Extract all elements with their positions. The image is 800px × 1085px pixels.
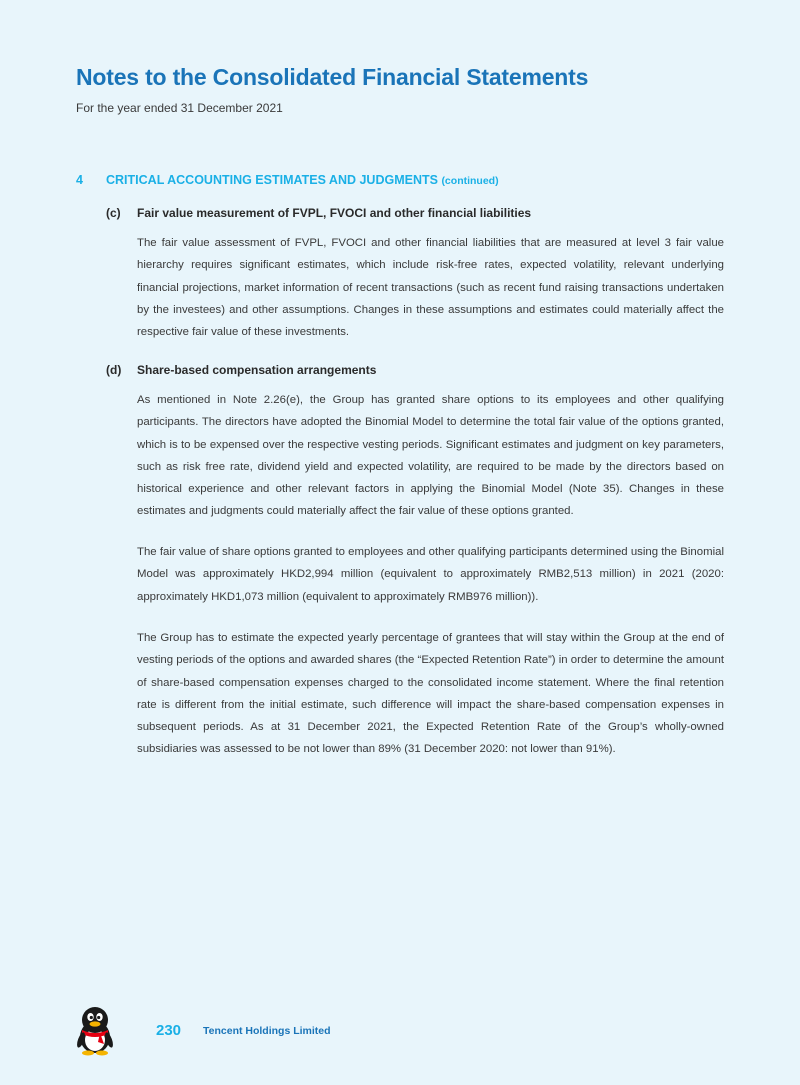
subsection-heading-c	[106, 206, 531, 220]
page-number: 230	[156, 1022, 182, 1039]
subsection-letter: (d)	[106, 363, 122, 377]
paragraph: As mentioned in Note 2.26(e), the Group has granted share options to its employees and other qualifying participants. The directors have adopted the Binomial Model to determine the total fair value of the options granted, which is to be expensed over the respective vesting periods. Significant estimates and judgment on key parameters, such as risk free rate, dividend yield and expected volatility, are required to be made by the directors based on historical experience and other relevant factors in applying the Binomial Model (Note 35). Changes in these estimates and judgments could materially affect the fair value of these options granted.	[137, 394, 724, 518]
section-continued-label: (continued)	[441, 175, 499, 187]
paragraph: The fair value assessment of FVPL, FVOCI and other financial liabilities that are measured at level 3 fair value hierarchy requires significant estimates, which include risk-free rates, expected volatility, relevant underlying financial projections, market information of recent transactions (such as recent fund raising transactions undertaken by the investees) and other assumptions. Changes in these assumptions and estimates could materially affect the respective fair value of these investments.	[137, 237, 724, 339]
qq-penguin-icon	[74, 1006, 116, 1061]
section-heading	[76, 173, 499, 187]
subsection-letter: (c)	[106, 206, 121, 220]
subsection-title: Fair value measurement of FVPL, FVOCI and other financial liabilities	[137, 206, 532, 220]
page-subtitle: For the year ended 31 December 2021	[76, 101, 283, 115]
subsection-heading-d	[106, 363, 376, 377]
paragraph: The Group has to estimate the expected yearly percentage of grantees that will stay within the Group at the end of vesting periods of the options and awarded shares (the “Expected Retention Rate”) in order to determine the amount of share-based compensation expenses charged to the consolidated income statement. Where the final retention rate is different from the initial estimate, such difference will impact the share-based compensation expenses in subsequent periods. As at 31 December 2021, the Expected Retention Rate of the Group’s wholly-owned subsidiaries was assessed to be not lower than 89% (31 December 2020: not lower than 91%).	[137, 632, 724, 756]
footer-company-name: Tencent Holdings Limited	[203, 1025, 331, 1037]
paragraph: The fair value of share options granted to employees and other qualifying participants determined using the Binomial Model was approximately HKD2,994 million (equivalent to approximately RMB2,513 million) in 2021 (2020: approximately HKD1,073 million (equivalent to approximately RMB976 million)).	[137, 546, 724, 603]
page-title: Notes to the Consolidated Financial Statements	[76, 64, 589, 90]
section-title: CRITICAL ACCOUNTING ESTIMATES AND JUDGMENTS	[106, 173, 438, 187]
section-number: 4	[76, 173, 83, 187]
subsection-title: Share-based compensation arrangements	[137, 363, 377, 377]
